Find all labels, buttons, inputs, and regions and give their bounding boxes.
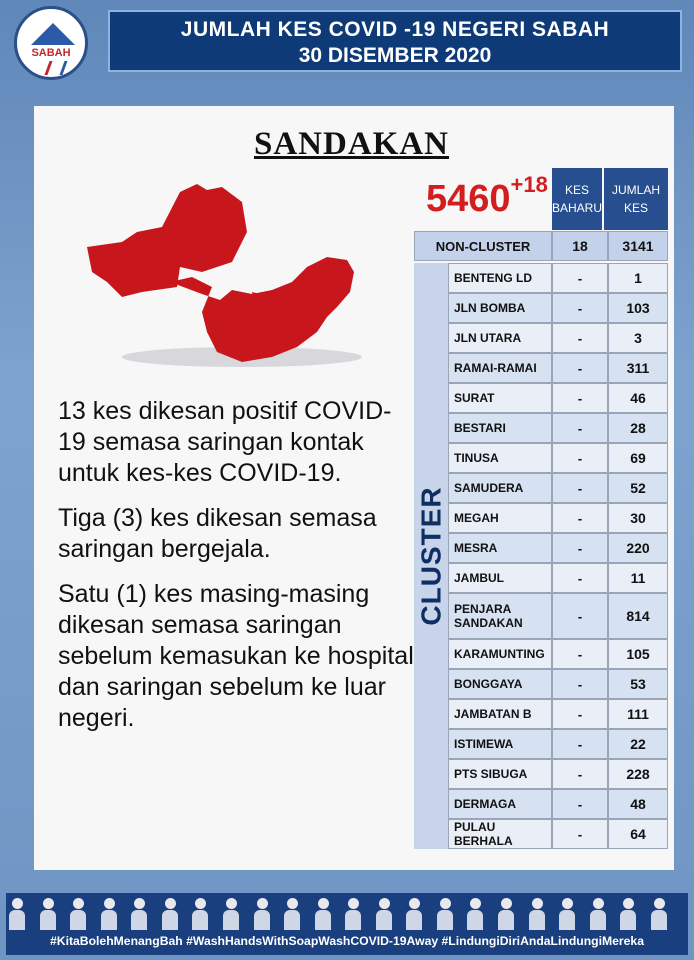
mountain-icon	[31, 23, 75, 45]
person-icon	[466, 898, 484, 930]
cluster-row	[448, 669, 668, 699]
cluster-new: -	[552, 473, 608, 503]
description-para-2: Tiga (3) kes dikesan semasa saringan bergejala.	[58, 504, 377, 563]
person-icon	[375, 898, 393, 930]
cluster-label: CLUSTER	[416, 486, 448, 626]
cluster-row	[448, 563, 668, 593]
col-header-total: JUMLAH KES	[604, 168, 668, 230]
district-name: SANDAKAN	[254, 126, 450, 162]
cluster-name: PENJARA SANDAKAN	[448, 593, 552, 639]
cluster-new: -	[552, 383, 608, 413]
footer-hashtags: #KitaBolehMenangBah #WashHandsWithSoapWashCOVID-19Away #LindungiDiriAndaLindungiMereka	[50, 934, 644, 948]
cluster-row	[448, 323, 668, 353]
title-banner	[108, 10, 682, 72]
cluster-row	[448, 639, 668, 669]
cluster-name: JLN BOMBA	[448, 293, 552, 323]
cluster-row	[448, 503, 668, 533]
non-cluster-label: NON-CLUSTER	[414, 231, 552, 261]
cluster-total: 64	[608, 819, 668, 849]
cluster-new: -	[552, 593, 608, 639]
cluster-name: JAMBATAN B	[448, 699, 552, 729]
person-icon	[283, 898, 301, 930]
person-icon	[558, 898, 576, 930]
cluster-total: 228	[608, 759, 668, 789]
cluster-total: 11	[608, 563, 668, 593]
cluster-new: -	[552, 293, 608, 323]
cluster-name: TINUSA	[448, 443, 552, 473]
person-icon	[100, 898, 118, 930]
cluster-total: 46	[608, 383, 668, 413]
cluster-total: 814	[608, 593, 668, 639]
cluster-row	[448, 443, 668, 473]
page-title: JUMLAH KES COVID -19 NEGERI SABAH	[180, 18, 610, 41]
cluster-row	[448, 263, 668, 293]
cluster-total: 52	[608, 473, 668, 503]
cluster-new: -	[552, 413, 608, 443]
cluster-name: BENTENG LD	[448, 263, 552, 293]
cluster-new: -	[552, 699, 608, 729]
col-header-new: KES BAHARU	[552, 168, 602, 230]
cluster-total: 69	[608, 443, 668, 473]
cluster-name: BESTARI	[448, 413, 552, 443]
cluster-new: -	[552, 443, 608, 473]
cluster-row	[448, 729, 668, 759]
cluster-row	[448, 383, 668, 413]
cluster-row	[448, 819, 668, 849]
cluster-name: PULAU BERHALA	[448, 819, 552, 849]
cluster-name: ISTIMEWA	[448, 729, 552, 759]
person-icon	[619, 898, 637, 930]
description-text	[58, 396, 418, 748]
cluster-total: 311	[608, 353, 668, 383]
cluster-row	[448, 593, 668, 639]
cluster-name: MEGAH	[448, 503, 552, 533]
person-icon	[39, 898, 57, 930]
cluster-name: MESRA	[448, 533, 552, 563]
cluster-name: RAMAI-RAMAI	[448, 353, 552, 383]
cluster-total: 53	[608, 669, 668, 699]
description-para-3: Satu (1) kes masing-masing dikesan semasa saringan sebelum kemasukan ke hospital dan saringan sebelum ke luar negeri.	[58, 580, 414, 732]
cluster-new: -	[552, 639, 608, 669]
sabah-logo	[14, 6, 88, 80]
total-value: 5460	[426, 178, 511, 220]
cluster-total: 48	[608, 789, 668, 819]
cluster-row	[448, 699, 668, 729]
cluster-row	[448, 353, 668, 383]
new-cases-value: +18	[510, 172, 548, 197]
cluster-name: SAMUDERA	[448, 473, 552, 503]
cluster-name: KARAMUNTING	[448, 639, 552, 669]
cluster-total: 30	[608, 503, 668, 533]
cluster-name: JLN UTARA	[448, 323, 552, 353]
cluster-new: -	[552, 533, 608, 563]
cluster-name: DERMAGA	[448, 789, 552, 819]
cluster-row	[448, 293, 668, 323]
person-icon	[497, 898, 515, 930]
cluster-row	[448, 789, 668, 819]
person-icon	[405, 898, 423, 930]
cluster-new: -	[552, 729, 608, 759]
cluster-label-band	[414, 263, 450, 849]
cluster-table	[448, 263, 668, 849]
cluster-row	[448, 473, 668, 503]
logo-stripe	[44, 61, 67, 75]
district-map-icon	[82, 172, 412, 372]
page-date: 30 DISEMBER 2020	[298, 44, 492, 67]
cluster-total: 103	[608, 293, 668, 323]
cluster-total: 22	[608, 729, 668, 759]
logo-text: SABAH	[31, 47, 71, 59]
cluster-new: -	[552, 819, 608, 849]
non-cluster-total: 3141	[608, 231, 668, 261]
cluster-new: -	[552, 263, 608, 293]
cluster-new: -	[552, 353, 608, 383]
cluster-total: 28	[608, 413, 668, 443]
person-icon	[161, 898, 179, 930]
person-icon	[314, 898, 332, 930]
cluster-new: -	[552, 759, 608, 789]
cluster-new: -	[552, 503, 608, 533]
person-icon	[8, 898, 26, 930]
cluster-new: -	[552, 323, 608, 353]
cluster-total: 105	[608, 639, 668, 669]
person-icon	[650, 898, 668, 930]
person-icon	[344, 898, 362, 930]
cluster-new: -	[552, 789, 608, 819]
frontliner-figures	[8, 898, 668, 930]
person-icon	[528, 898, 546, 930]
person-icon	[589, 898, 607, 930]
content-panel	[34, 106, 674, 870]
cluster-total: 1	[608, 263, 668, 293]
cluster-name: BONGGAYA	[448, 669, 552, 699]
cluster-new: -	[552, 563, 608, 593]
cluster-name: PTS SIBUGA	[448, 759, 552, 789]
person-icon	[191, 898, 209, 930]
cluster-total: 3	[608, 323, 668, 353]
cluster-new: -	[552, 669, 608, 699]
non-cluster-row	[414, 231, 668, 261]
person-icon	[222, 898, 240, 930]
cluster-total: 111	[608, 699, 668, 729]
cluster-total: 220	[608, 533, 668, 563]
person-icon	[69, 898, 87, 930]
description-para-1: 13 kes dikesan positif COVID-19 semasa saringan kontak untuk kes-kes COVID-19.	[58, 397, 392, 487]
person-icon	[253, 898, 271, 930]
total-cases	[426, 172, 548, 221]
person-icon	[436, 898, 454, 930]
person-icon	[130, 898, 148, 930]
cluster-row	[448, 533, 668, 563]
non-cluster-new: 18	[552, 231, 608, 261]
cluster-name: SURAT	[448, 383, 552, 413]
cluster-name: JAMBUL	[448, 563, 552, 593]
cluster-row	[448, 413, 668, 443]
cluster-row	[448, 759, 668, 789]
